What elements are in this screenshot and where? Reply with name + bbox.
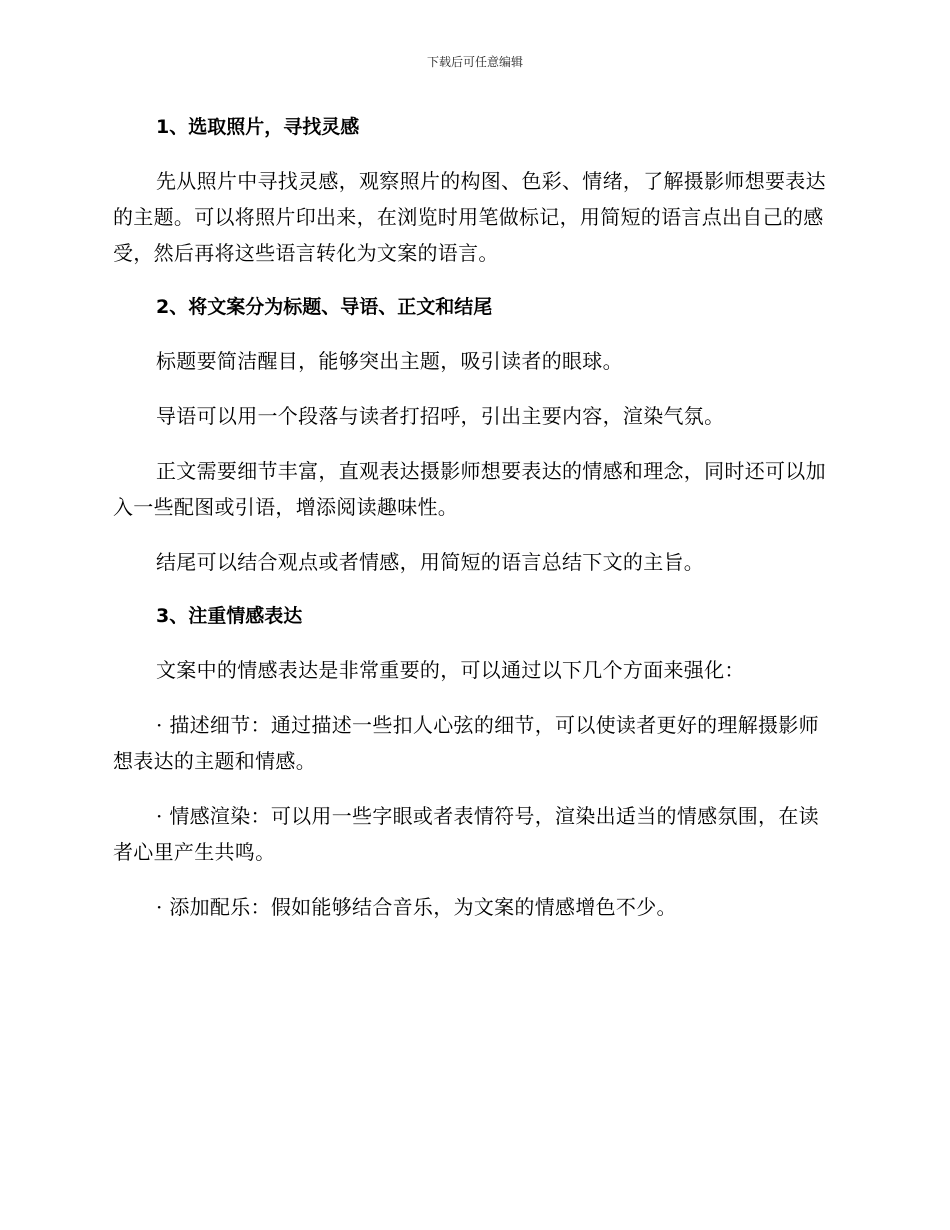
- bullet-paragraph: · 添加配乐：假如能够结合音乐，为文案的情感增色不少。: [156, 895, 677, 919]
- paragraph: 导语可以用一个段落与读者打招呼，引出主要内容，渲染气氛。: [156, 404, 725, 428]
- paragraph: 先从照片中寻找灵感，观察照片的构图、色彩、情绪，了解摄影师想要表达的主题。可以将照片印出来，在浏览时用笔做标记，用简短的语言点出自己的感受，然后再将这些语言转化为文案的语言。: [113, 169, 826, 265]
- section-heading: 3、注重情感表达: [156, 605, 303, 627]
- paragraph: 标题要简洁醒目，能够突出主题，吸引读者的眼球。: [156, 349, 623, 373]
- page-header: 下载后可任意编辑: [426, 55, 523, 69]
- bullet-paragraph: · 情感渲染：可以用一些字眼或者表情符号，渲染出适当的情感氛围，在读者心里产生共鸣。: [113, 804, 819, 864]
- paragraph: 结尾可以结合观点或者情感，用简短的语言总结下文的主旨。: [156, 550, 705, 574]
- paragraph: 文案中的情感表达是非常重要的，可以通过以下几个方面来强化：: [156, 658, 745, 682]
- section-heading: 1、选取照片，寻找灵感: [156, 116, 360, 138]
- section-3: [113, 599, 833, 925]
- document-body: [113, 110, 833, 944]
- bullet-paragraph: · 描述细节：通过描述一些扣人心弦的细节，可以使读者更好的理解摄影师想表达的主题和情感。: [113, 713, 819, 773]
- section-1: [113, 110, 833, 271]
- section-heading: 2、将文案分为标题、导语、正文和结尾: [156, 296, 493, 318]
- section-2: [113, 290, 833, 580]
- paragraph: 正文需要细节丰富，直观表达摄影师想要表达的情感和理念，同时还可以加入一些配图或引语，增添阅读趣味性。: [113, 459, 826, 519]
